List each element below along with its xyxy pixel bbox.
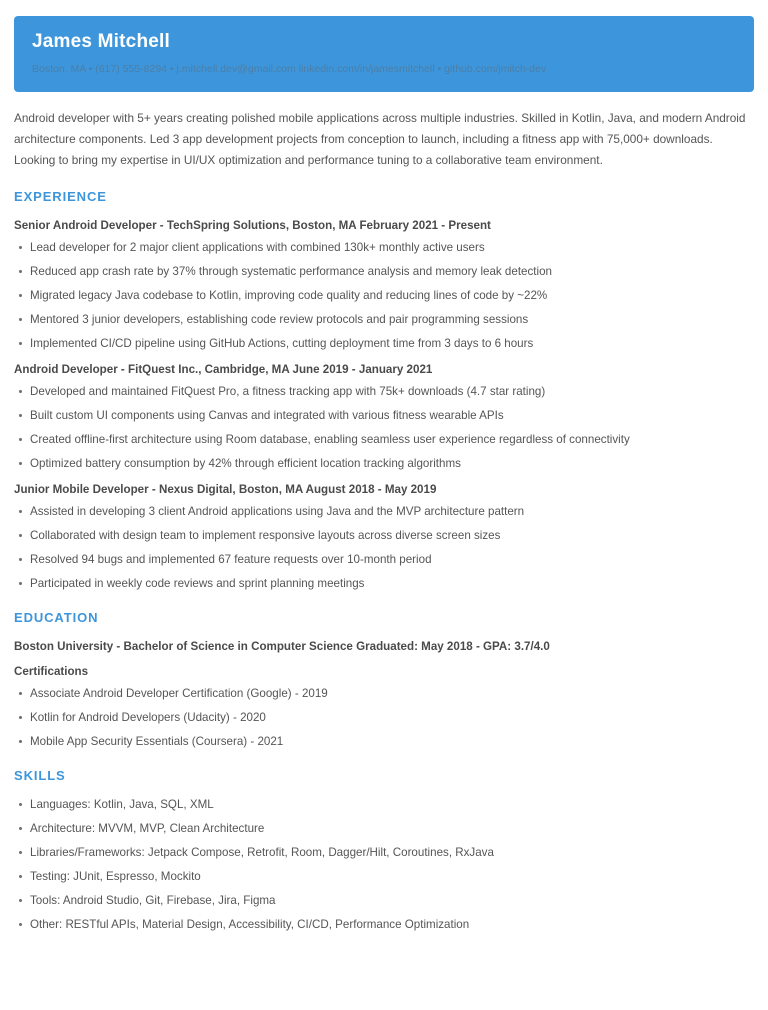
professional-summary: Android developer with 5+ years creating polished mobile applications across multiple industries. Skilled in Kotlin, Java, and modern Android architecture components. Led 3 app development projects from conception to launch, including a fitness app with 75,000+ downloads. Looking to bring my expertise in UI/UX optimization and performance tuning to a collaborative team environment. [14,111,746,167]
experience-entry [14,362,754,472]
bullet-dot-icon [19,692,22,695]
list-item [14,288,754,304]
bullet-dot-icon [19,294,22,297]
bullet-dot-icon [19,438,22,441]
bullet-text: Collaborated with design team to implement responsive layouts across diverse screen sizes [30,529,501,542]
candidate-name: James Mitchell [32,31,170,52]
bullet-text: Participated in weekly code reviews and sprint planning meetings [30,577,365,590]
list-item [14,312,754,328]
bullet-text: Created offline-first architecture using Room database, enabling seamless user experience regardless of connectivity [30,433,630,446]
bullet-text: Migrated legacy Java codebase to Kotlin, improving code quality and reducing lines of code by ~22% [30,289,548,302]
list-item [14,384,754,400]
list-item [14,504,754,520]
bullet-dot-icon [19,923,22,926]
bullet-dot-icon [19,716,22,719]
header-banner [14,16,754,92]
bullet-dot-icon [19,270,22,273]
experience-bullet-list [14,504,754,592]
experience-entry-heading: Android Developer - FitQuest Inc., Cambridge, MA June 2019 - January 2021 [14,363,433,376]
list-item [14,456,754,472]
bullet-dot-icon [19,318,22,321]
list-item [14,797,754,813]
list-item [14,821,754,837]
bullet-dot-icon [19,462,22,465]
bullet-dot-icon [19,390,22,393]
contact-line: Boston, MA • (617) 555-8294 • j.mitchell.dev@gmail.com linkedin.com/in/jamesmitchell • github.com/jmitch-dev [32,63,547,75]
skill-text: Testing: JUnit, Espresso, Mockito [30,870,201,883]
bullet-dot-icon [19,558,22,561]
bullet-dot-icon [19,414,22,417]
bullet-dot-icon [19,342,22,345]
list-item [14,408,754,424]
list-item [14,432,754,448]
list-item [14,528,754,544]
experience-entry [14,482,754,592]
skill-text: Languages: Kotlin, Java, SQL, XML [30,798,214,811]
bullet-text: Developed and maintained FitQuest Pro, a fitness tracking app with 75k+ downloads (4.7 star rating) [30,385,546,398]
section-skills [14,768,754,933]
list-item [14,869,754,885]
section-title-education: EDUCATION [14,610,99,625]
list-item [14,336,754,352]
bullet-dot-icon [19,246,22,249]
section-title-experience: EXPERIENCE [14,189,107,204]
bullet-text: Assisted in developing 3 client Android applications using Java and the MVP architecture pattern [30,505,525,518]
certification-text: Kotlin for Android Developers (Udacity) - 2020 [30,711,266,724]
experience-entry [14,218,754,352]
bullet-dot-icon [19,510,22,513]
bullet-dot-icon [19,740,22,743]
certifications-label: Certifications [14,665,89,678]
list-item [14,264,754,280]
bullet-text: Reduced app crash rate by 37% through systematic performance analysis and memory leak detection [30,265,552,278]
experience-bullet-list [14,384,754,472]
bullet-dot-icon [19,875,22,878]
bullet-text: Lead developer for 2 major client applications with combined 130k+ monthly active users [30,241,485,254]
experience-bullet-list [14,240,754,352]
skill-text: Libraries/Frameworks: Jetpack Compose, Retrofit, Room, Dagger/Hilt, Coroutines, RxJava [30,846,494,859]
list-item [14,734,754,750]
bullet-dot-icon [19,827,22,830]
certifications-list [14,686,754,750]
bullet-text: Implemented CI/CD pipeline using GitHub Actions, cutting deployment time from 3 days to 6 hours [30,337,534,350]
bullet-dot-icon [19,582,22,585]
education-degree-line: Boston University - Bachelor of Science in Computer Science Graduated: May 2018 - GPA: 3.7/4.0 [14,640,550,653]
bullet-text: Mentored 3 junior developers, establishing code review protocols and pair programming sessions [30,313,529,326]
skills-list [14,797,754,933]
list-item [14,552,754,568]
list-item [14,917,754,933]
resume-page [0,16,768,1010]
bullet-text: Resolved 94 bugs and implemented 67 feature requests over 10-month period [30,553,432,566]
experience-entry-heading: Senior Android Developer - TechSpring Solutions, Boston, MA February 2021 - Present [14,219,491,232]
bullet-dot-icon [19,803,22,806]
list-item [14,893,754,909]
section-education [14,610,754,750]
bullet-dot-icon [19,534,22,537]
experience-entry-heading: Junior Mobile Developer - Nexus Digital, Boston, MA August 2018 - May 2019 [14,483,437,496]
skill-text: Other: RESTful APIs, Material Design, Accessibility, CI/CD, Performance Optimization [30,918,470,931]
list-item [14,240,754,256]
list-item [14,845,754,861]
skill-text: Tools: Android Studio, Git, Firebase, Jira, Figma [30,894,276,907]
certification-text: Mobile App Security Essentials (Coursera) - 2021 [30,735,284,748]
bullet-dot-icon [19,851,22,854]
bullet-text: Optimized battery consumption by 42% through efficient location tracking algorithms [30,457,461,470]
list-item [14,576,754,592]
list-item [14,710,754,726]
section-experience [14,189,754,592]
bullet-text: Built custom UI components using Canvas and integrated with various fitness wearable APIs [30,409,504,422]
skill-text: Architecture: MVVM, MVP, Clean Architecture [30,822,265,835]
certification-text: Associate Android Developer Certification (Google) - 2019 [30,687,328,700]
section-title-skills: SKILLS [14,768,66,783]
bullet-dot-icon [19,899,22,902]
list-item [14,686,754,702]
